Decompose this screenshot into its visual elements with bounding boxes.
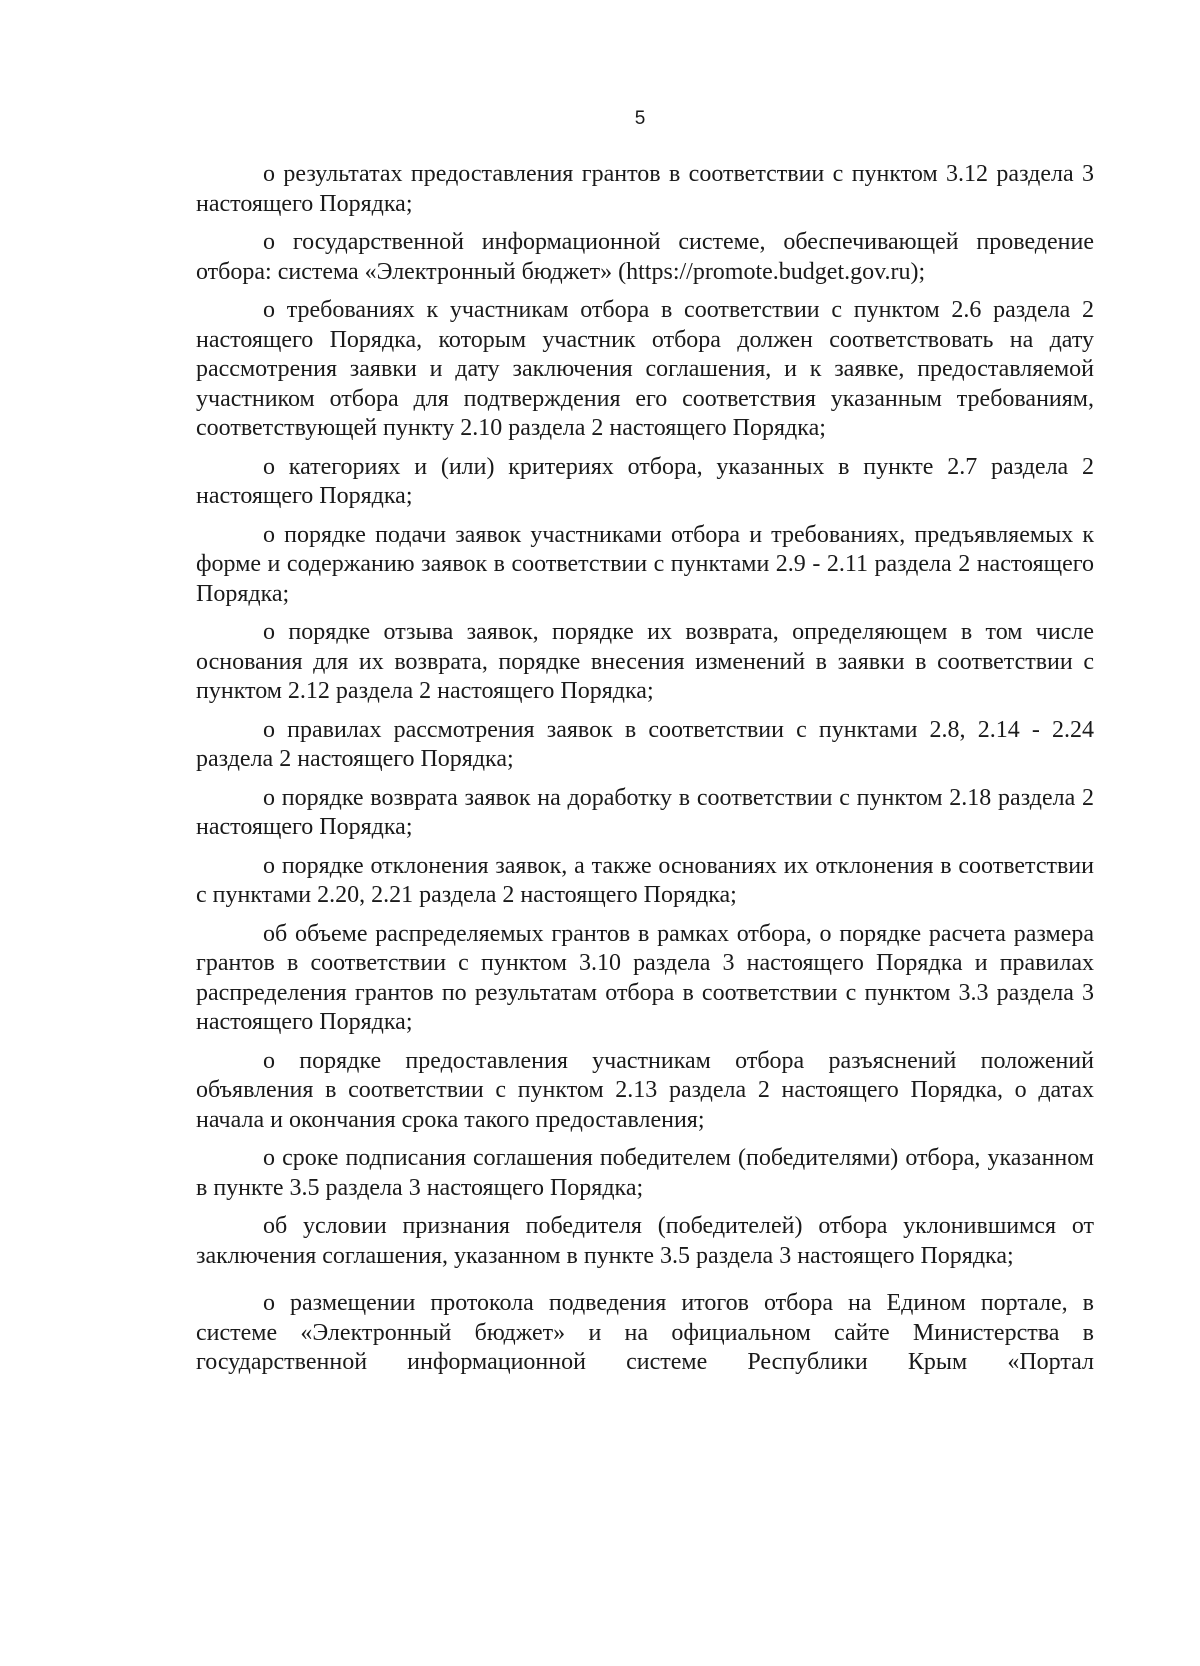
paragraph: об условии признания победителя (победителей) отбора уклонившимся от заключения соглашения, указанном в пункте 3.5 раздела 3 настоящего Порядка; — [196, 1213, 1094, 1269]
document-body — [196, 160, 1094, 1387]
paragraph: о категориях и (или) критериях отбора, указанных в пункте 2.7 раздела 2 настоящего Порядка; — [196, 453, 1094, 509]
paragraph: о результатах предоставления грантов в соответствии с пунктом 3.12 раздела 3 настоящего Порядка; — [196, 161, 1094, 217]
paragraph: о порядке предоставления участникам отбора разъяснений положений объявления в соответствии с пунктом 2.13 раздела 2 настоящего Порядка, о датах начала и окончания срока такого предоставления; — [196, 1047, 1094, 1133]
page-number: 5 — [634, 108, 646, 129]
paragraph: об объеме распределяемых грантов в рамках отбора, о порядке расчета размера грантов в соответствии с пунктом 3.10 раздела 3 настоящего Порядка и правилах распределения грантов по результатам отбора в соответствии с пунктом 3.3 раздела 3 настоящего Порядка; — [196, 920, 1094, 1035]
paragraph: о размещении протокола подведения итогов отбора на Едином портале, в системе «Электронный бюджет» и на официальном сайте Министерства в государственной информационной системе Республики Крым «Портал — [196, 1290, 1094, 1375]
paragraph: о государственной информационной системе, обеспечивающей проведение отбора: система «Электронный бюджет» (https://promote.budget.gov.ru); — [196, 229, 1094, 285]
paragraph: о порядке отзыва заявок, порядке их возврата, определяющем в том числе основания для их возврата, порядке внесения изменений в заявки в соответствии с пунктом 2.12 раздела 2 настоящего Порядка; — [196, 619, 1094, 704]
paragraph: о правилах рассмотрения заявок в соответствии с пунктами 2.8, 2.14 - 2.24 раздела 2 настоящего Порядка; — [196, 716, 1094, 772]
paragraph: о сроке подписания соглашения победителем (победителями) отбора, указанном в пункте 3.5 раздела 3 настоящего Порядка; — [196, 1145, 1094, 1201]
paragraph: о порядке возврата заявок на доработку в соответствии с пунктом 2.18 раздела 2 настоящего Порядка; — [196, 784, 1094, 840]
paragraph: о порядке подачи заявок участниками отбора и требованиях, предъявляемых к форме и содержанию заявок в соответствии с пунктами 2.9 - 2.11 раздела 2 настоящего Порядка; — [196, 521, 1094, 607]
paragraph: о порядке отклонения заявок, а также основаниях их отклонения в соответствии с пунктами 2.20, 2.21 раздела 2 настоящего Порядка; — [196, 852, 1094, 908]
paragraph: о требованиях к участникам отбора в соответствии с пунктом 2.6 раздела 2 настоящего Порядка, которым участник отбора должен соответствовать на дату рассмотрения заявки и дату заключения соглашения, и к заявке, предоставляемой участником отбора для подтверждения его соответствия указанным требованиям, соответствующей пункту 2.10 раздела 2 настоящего Порядка; — [196, 297, 1094, 441]
